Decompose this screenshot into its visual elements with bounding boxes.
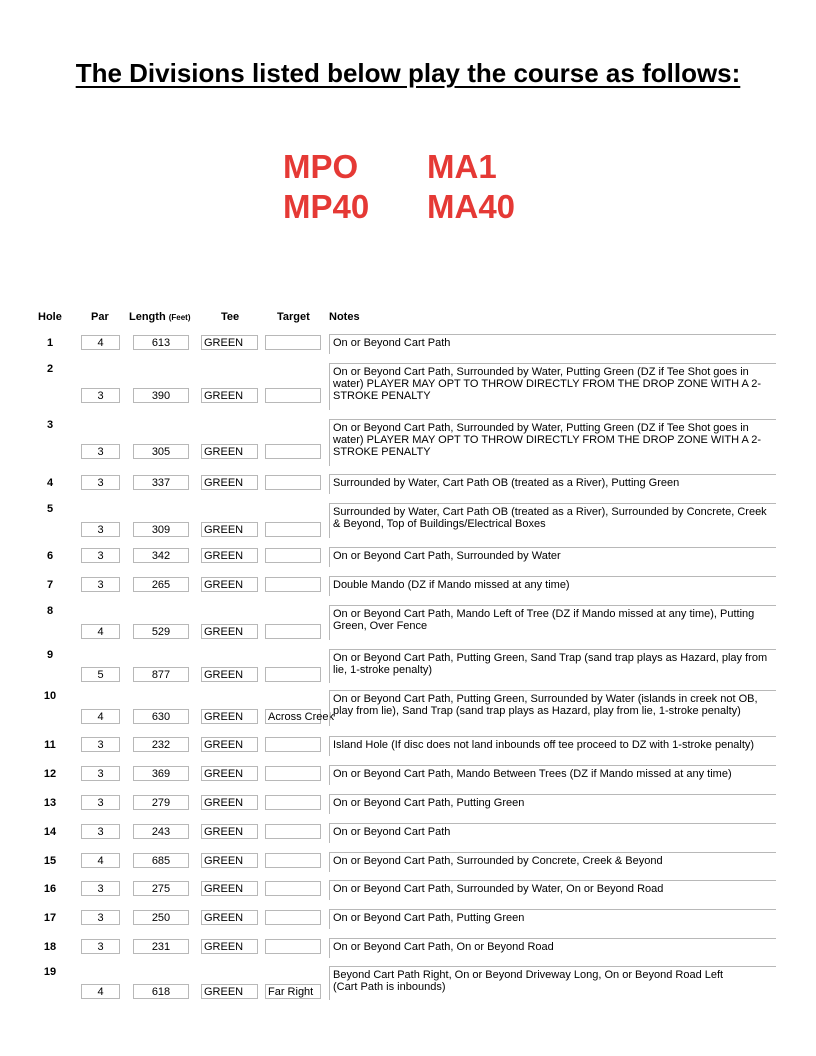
par-field[interactable]: 5 xyxy=(81,667,120,682)
division-label: MA1 xyxy=(427,148,497,185)
table-row xyxy=(0,503,816,538)
length-field[interactable]: 618 xyxy=(133,984,189,999)
tee-field[interactable]: GREEN xyxy=(201,624,258,639)
par-field[interactable]: 3 xyxy=(81,475,120,490)
hole-number: 1 xyxy=(46,337,54,349)
par-field[interactable]: 3 xyxy=(81,548,120,563)
notes-field[interactable]: Island Hole (If disc does not land inbounds off tee proceed to DZ with 1-stroke penalty) xyxy=(329,736,776,756)
target-field[interactable] xyxy=(265,881,321,896)
par-field[interactable]: 3 xyxy=(81,577,120,592)
par-field[interactable]: 4 xyxy=(81,335,120,350)
target-field[interactable] xyxy=(265,388,321,403)
length-field[interactable]: 369 xyxy=(133,766,189,781)
division-label: MA40 xyxy=(427,188,516,225)
par-field[interactable]: 3 xyxy=(81,881,120,896)
length-field[interactable]: 243 xyxy=(133,824,189,839)
table-row xyxy=(0,765,816,785)
notes-field[interactable]: Surrounded by Water, Cart Path OB (treated as a River), Putting Green xyxy=(329,474,776,494)
hole-number: 16 xyxy=(43,883,57,895)
hole-number: 11 xyxy=(44,739,56,751)
tee-field[interactable]: GREEN xyxy=(201,766,258,781)
notes-field[interactable]: On or Beyond Cart Path, Surrounded by Water xyxy=(329,547,776,567)
target-field[interactable] xyxy=(265,939,321,954)
target-field[interactable] xyxy=(265,824,321,839)
tee-field[interactable]: GREEN xyxy=(201,444,258,459)
table-row xyxy=(0,649,816,683)
hole-number: 12 xyxy=(43,768,57,780)
header-par: Par xyxy=(91,311,109,323)
target-field[interactable] xyxy=(265,444,321,459)
hole-number: 5 xyxy=(46,503,54,515)
divisions-list xyxy=(283,147,537,227)
hole-number: 13 xyxy=(43,797,57,809)
notes-field[interactable]: On or Beyond Cart Path xyxy=(329,823,776,843)
header-hole: Hole xyxy=(38,311,62,323)
tee-field[interactable]: GREEN xyxy=(201,939,258,954)
par-field[interactable]: 3 xyxy=(81,939,120,954)
par-field[interactable]: 4 xyxy=(81,624,120,639)
length-field[interactable]: 342 xyxy=(133,548,189,563)
table-row xyxy=(0,363,816,410)
tee-field[interactable]: GREEN xyxy=(201,737,258,752)
hole-number: 10 xyxy=(43,690,57,702)
table-row xyxy=(0,474,816,494)
length-field[interactable]: 630 xyxy=(133,709,189,724)
target-field[interactable]: Far Right xyxy=(265,984,321,999)
target-field[interactable] xyxy=(265,795,321,810)
hole-number: 4 xyxy=(46,477,54,489)
length-field[interactable]: 275 xyxy=(133,881,189,896)
notes-field[interactable]: On or Beyond Cart Path xyxy=(329,334,776,354)
target-field[interactable] xyxy=(265,522,321,537)
table-row xyxy=(0,690,816,726)
par-field[interactable]: 3 xyxy=(81,795,120,810)
target-field[interactable] xyxy=(265,853,321,868)
header-tee: Tee xyxy=(221,311,240,323)
division-label: MPO xyxy=(283,148,359,185)
hole-number: 8 xyxy=(46,605,54,617)
length-field[interactable]: 877 xyxy=(133,667,189,682)
table-row xyxy=(0,880,816,900)
notes-field[interactable]: Beyond Cart Path Right, On or Beyond Driveway Long, On or Beyond Road Left (Cart Path is inbounds) xyxy=(329,966,776,1000)
table-row xyxy=(0,823,816,843)
target-field[interactable] xyxy=(265,667,321,682)
target-field[interactable] xyxy=(265,577,321,592)
tee-field[interactable]: GREEN xyxy=(201,522,258,537)
target-field[interactable] xyxy=(265,335,321,350)
hole-number: 17 xyxy=(43,912,57,924)
hole-number: 9 xyxy=(46,649,54,661)
length-field[interactable]: 265 xyxy=(133,577,189,592)
header-notes: Notes xyxy=(329,311,360,323)
par-field[interactable]: 3 xyxy=(81,388,120,403)
tee-field[interactable]: GREEN xyxy=(201,795,258,810)
target-field[interactable] xyxy=(265,624,321,639)
tee-field[interactable]: GREEN xyxy=(201,984,258,999)
tee-field[interactable]: GREEN xyxy=(201,709,258,724)
par-field[interactable]: 3 xyxy=(81,522,120,537)
table-row xyxy=(0,334,816,354)
notes-field[interactable]: On or Beyond Cart Path, Surrounded by Water, On or Beyond Road xyxy=(329,880,776,900)
length-field[interactable]: 613 xyxy=(133,335,189,350)
notes-field[interactable]: On or Beyond Cart Path, On or Beyond Road xyxy=(329,938,776,958)
target-field[interactable] xyxy=(265,910,321,925)
par-field[interactable]: 4 xyxy=(81,709,120,724)
par-field[interactable]: 4 xyxy=(81,853,120,868)
table-row xyxy=(0,547,816,567)
hole-number: 15 xyxy=(43,855,57,867)
par-field[interactable]: 3 xyxy=(81,444,120,459)
header-length-label: Length xyxy=(129,311,166,323)
header-length xyxy=(129,311,191,323)
division-label: MP40 xyxy=(283,188,370,225)
tee-field[interactable]: GREEN xyxy=(201,824,258,839)
target-field[interactable]: Across Creek xyxy=(265,709,321,724)
target-field[interactable] xyxy=(265,548,321,563)
notes-field[interactable]: On or Beyond Cart Path, Putting Green, Sand Trap (sand trap plays as Hazard, play from lie, 1-stroke penalty) xyxy=(329,649,776,683)
header-length-unit: (Feet) xyxy=(168,313,191,322)
notes-field[interactable]: On or Beyond Cart Path, Surrounded by Concrete, Creek & Beyond xyxy=(329,852,776,872)
length-field[interactable]: 250 xyxy=(133,910,189,925)
notes-field[interactable]: On or Beyond Cart Path, Mando Left of Tree (DZ if Mando missed at any time), Putting Green, Over Fence xyxy=(329,605,776,640)
table-row xyxy=(0,909,816,929)
tee-field[interactable]: GREEN xyxy=(201,577,258,592)
notes-field[interactable]: On or Beyond Cart Path, Surrounded by Water, Putting Green (DZ if Tee Shot goes in water) PLAYER MAY OPT TO THROW DIRECTLY FROM THE DROP ZONE WITH A 2-STROKE PENALTY xyxy=(329,419,776,466)
length-field[interactable]: 685 xyxy=(133,853,189,868)
table-row xyxy=(0,736,816,756)
hole-number: 2 xyxy=(46,363,54,375)
table-row xyxy=(0,419,816,466)
tee-field[interactable]: GREEN xyxy=(201,335,258,350)
par-field[interactable]: 3 xyxy=(81,910,120,925)
target-field[interactable] xyxy=(265,766,321,781)
tee-field[interactable]: GREEN xyxy=(201,881,258,896)
table-row xyxy=(0,794,816,814)
tee-field[interactable]: GREEN xyxy=(201,475,258,490)
tee-field[interactable]: GREEN xyxy=(201,910,258,925)
notes-field[interactable]: On or Beyond Cart Path, Putting Green xyxy=(329,909,776,929)
table-row xyxy=(0,966,816,1000)
table-row xyxy=(0,938,816,958)
hole-number: 3 xyxy=(46,419,54,431)
table-row xyxy=(0,576,816,596)
notes-field[interactable]: Double Mando (DZ if Mando missed at any time) xyxy=(329,576,776,596)
target-field[interactable] xyxy=(265,475,321,490)
header-target: Target xyxy=(277,311,310,323)
hole-number: 18 xyxy=(43,941,57,953)
tee-field[interactable]: GREEN xyxy=(201,548,258,563)
length-field[interactable]: 529 xyxy=(133,624,189,639)
page-title: The Divisions listed below play the course as follows: xyxy=(75,58,741,88)
tee-field[interactable]: GREEN xyxy=(201,388,258,403)
hole-number: 19 xyxy=(43,966,57,978)
length-field[interactable]: 232 xyxy=(133,737,189,752)
par-field[interactable]: 3 xyxy=(81,737,120,752)
length-field[interactable]: 390 xyxy=(133,388,189,403)
notes-field[interactable]: On or Beyond Cart Path, Putting Green xyxy=(329,794,776,814)
length-field[interactable]: 231 xyxy=(133,939,189,954)
par-field[interactable]: 3 xyxy=(81,824,120,839)
notes-field[interactable]: Surrounded by Water, Cart Path OB (treated as a River), Surrounded by Concrete, Creek & Beyond, Top of Buildings/Electrical Boxes xyxy=(329,503,776,538)
length-field[interactable]: 305 xyxy=(133,444,189,459)
table-row xyxy=(0,852,816,872)
table-row xyxy=(0,605,816,640)
length-field[interactable]: 309 xyxy=(133,522,189,537)
notes-field[interactable]: On or Beyond Cart Path, Mando Between Trees (DZ if Mando missed at any time) xyxy=(329,765,776,785)
hole-number: 14 xyxy=(43,826,57,838)
tee-field[interactable]: GREEN xyxy=(201,853,258,868)
length-field[interactable]: 279 xyxy=(133,795,189,810)
target-field[interactable] xyxy=(265,737,321,752)
notes-field[interactable]: On or Beyond Cart Path, Surrounded by Water, Putting Green (DZ if Tee Shot goes in water) PLAYER MAY OPT TO THROW DIRECTLY FROM THE DROP ZONE WITH A 2-STROKE PENALTY xyxy=(329,363,776,410)
tee-field[interactable]: GREEN xyxy=(201,667,258,682)
par-field[interactable]: 4 xyxy=(81,984,120,999)
hole-number: 7 xyxy=(46,579,54,591)
par-field[interactable]: 3 xyxy=(81,766,120,781)
length-field[interactable]: 337 xyxy=(133,475,189,490)
notes-field[interactable]: On or Beyond Cart Path, Putting Green, Surrounded by Water (islands in creek not OB, play from lie), Sand Trap (sand trap plays as Hazard, play from lie, 1-stroke penalty) xyxy=(329,690,776,726)
hole-number: 6 xyxy=(46,550,54,562)
